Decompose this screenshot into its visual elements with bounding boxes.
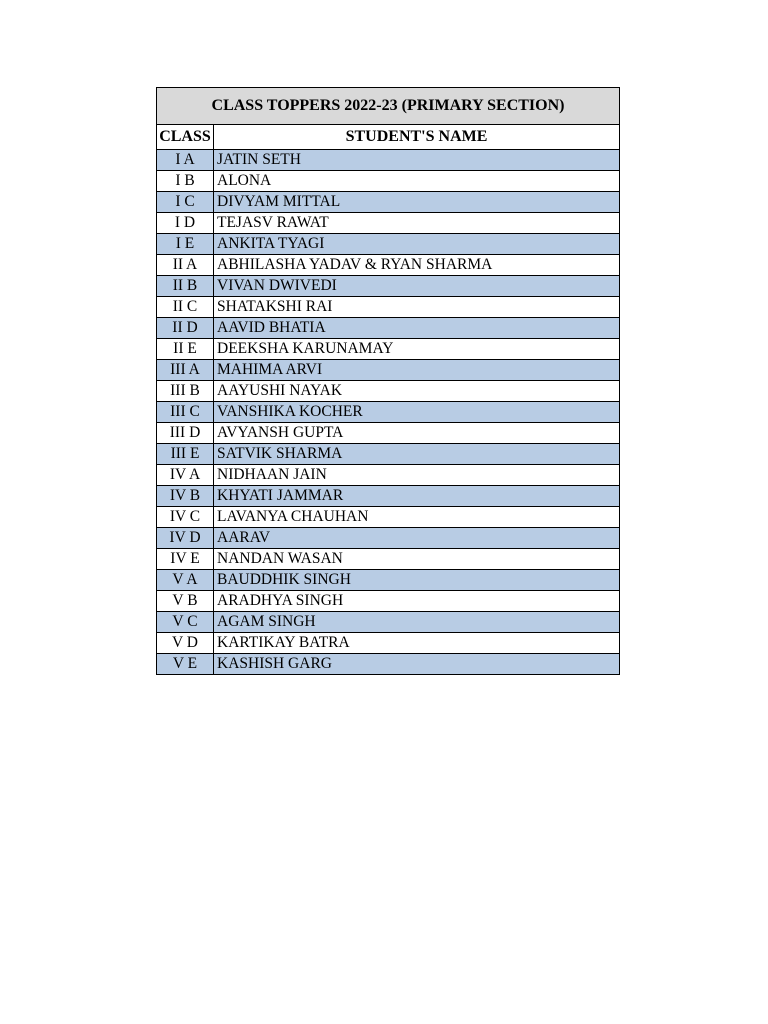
table-title: CLASS TOPPERS 2022-23 (PRIMARY SECTION)	[157, 88, 620, 125]
table-row	[157, 192, 620, 213]
column-header-class: CLASS	[157, 125, 214, 150]
class-cell: III D	[157, 423, 214, 444]
name-cell: ARADHYA SINGH	[214, 591, 620, 612]
table-row	[157, 318, 620, 339]
class-cell: I E	[157, 234, 214, 255]
title-row	[157, 88, 620, 125]
name-cell: AGAM SINGH	[214, 612, 620, 633]
class-cell: V D	[157, 633, 214, 654]
name-cell: ABHILASHA YADAV & RYAN SHARMA	[214, 255, 620, 276]
class-cell: II A	[157, 255, 214, 276]
name-cell: SATVIK SHARMA	[214, 444, 620, 465]
class-cell: I A	[157, 150, 214, 171]
name-cell: AVYANSH GUPTA	[214, 423, 620, 444]
class-cell: IV C	[157, 507, 214, 528]
header-row	[157, 125, 620, 150]
name-cell: JATIN SETH	[214, 150, 620, 171]
name-cell: BAUDDHIK SINGH	[214, 570, 620, 591]
name-cell: MAHIMA ARVI	[214, 360, 620, 381]
name-cell: SHATAKSHI RAI	[214, 297, 620, 318]
table-row	[157, 297, 620, 318]
toppers-sheet	[156, 87, 619, 675]
name-cell: KHYATI JAMMAR	[214, 486, 620, 507]
class-cell: V E	[157, 654, 214, 675]
name-cell: NANDAN WASAN	[214, 549, 620, 570]
name-cell: VIVAN DWIVEDI	[214, 276, 620, 297]
column-header-name: STUDENT'S NAME	[214, 125, 620, 150]
table-row	[157, 213, 620, 234]
name-cell: KASHISH GARG	[214, 654, 620, 675]
name-cell: ALONA	[214, 171, 620, 192]
name-cell: DIVYAM MITTAL	[214, 192, 620, 213]
class-cell: III B	[157, 381, 214, 402]
table-row	[157, 276, 620, 297]
class-cell: I C	[157, 192, 214, 213]
name-cell: ANKITA TYAGI	[214, 234, 620, 255]
class-cell: V A	[157, 570, 214, 591]
table-row	[157, 528, 620, 549]
table-row	[157, 234, 620, 255]
name-cell: AAVID BHATIA	[214, 318, 620, 339]
table-row	[157, 171, 620, 192]
class-cell: III A	[157, 360, 214, 381]
table-row	[157, 507, 620, 528]
table-row	[157, 444, 620, 465]
name-cell: DEEKSHA KARUNAMAY	[214, 339, 620, 360]
class-cell: IV B	[157, 486, 214, 507]
name-cell: NIDHAAN JAIN	[214, 465, 620, 486]
class-cell: II C	[157, 297, 214, 318]
class-cell: II D	[157, 318, 214, 339]
class-cell: III C	[157, 402, 214, 423]
class-cell: IV A	[157, 465, 214, 486]
table-row	[157, 360, 620, 381]
class-cell: V C	[157, 612, 214, 633]
table-row	[157, 423, 620, 444]
table-row	[157, 339, 620, 360]
name-cell: VANSHIKA KOCHER	[214, 402, 620, 423]
name-cell: KARTIKAY BATRA	[214, 633, 620, 654]
class-cell: IV D	[157, 528, 214, 549]
table-row	[157, 612, 620, 633]
table-row	[157, 486, 620, 507]
class-cell: I B	[157, 171, 214, 192]
class-cell: I D	[157, 213, 214, 234]
table-row	[157, 465, 620, 486]
table-row	[157, 591, 620, 612]
table-row	[157, 570, 620, 591]
name-cell: AAYUSHI NAYAK	[214, 381, 620, 402]
name-cell: AARAV	[214, 528, 620, 549]
table-row	[157, 402, 620, 423]
table-row	[157, 255, 620, 276]
name-cell: LAVANYA CHAUHAN	[214, 507, 620, 528]
name-cell: TEJASV RAWAT	[214, 213, 620, 234]
class-cell: V B	[157, 591, 214, 612]
class-cell: II B	[157, 276, 214, 297]
table-row	[157, 150, 620, 171]
table-row	[157, 381, 620, 402]
table-body	[157, 150, 620, 675]
toppers-table	[156, 87, 620, 675]
class-cell: III E	[157, 444, 214, 465]
class-cell: IV E	[157, 549, 214, 570]
table-row	[157, 654, 620, 675]
class-cell: II E	[157, 339, 214, 360]
table-row	[157, 549, 620, 570]
table-row	[157, 633, 620, 654]
